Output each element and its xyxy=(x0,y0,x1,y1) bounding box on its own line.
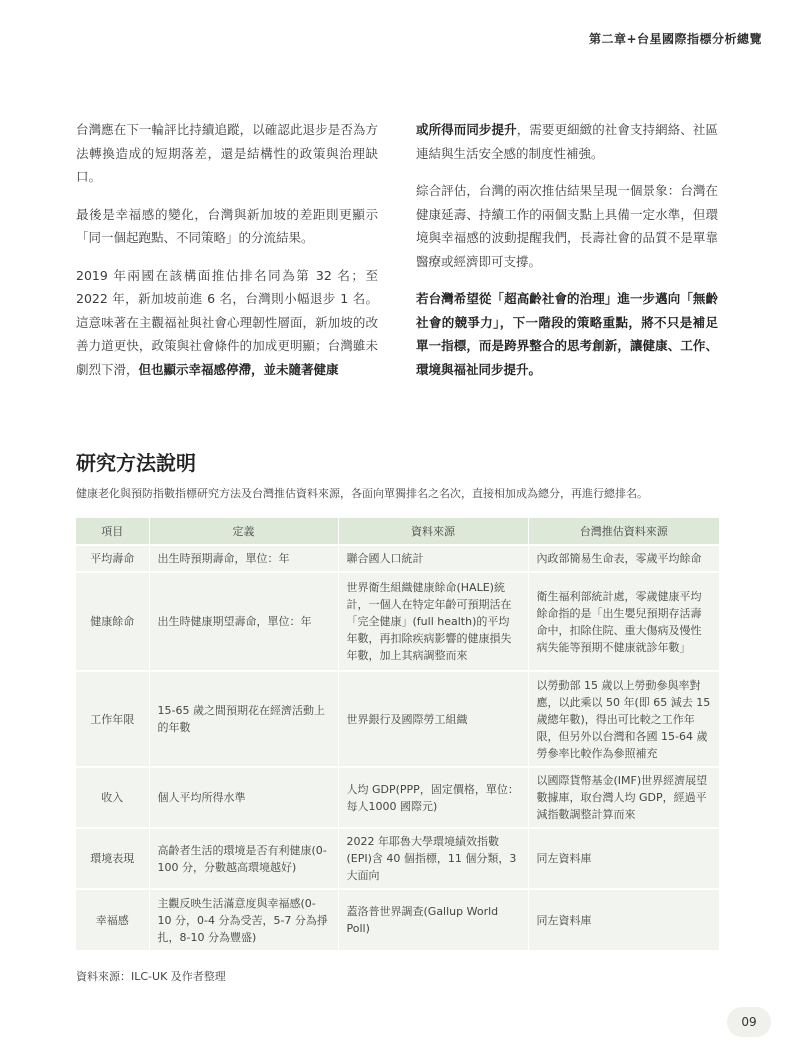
table-cell-source: 世界衛生組織健康餘命(HALE)統計，一個人在特定年齡可預期活在「完全健康」(full health)的平均年數，再扣除疾病影響的健康損失年數，加上其病調整而來 xyxy=(338,572,528,671)
table-cell-definition: 主觀反映生活滿意度與幸福感(0-10 分，0-4 分為受苦，5-7 分為掙扎，8-10 分為豐盛) xyxy=(149,889,338,950)
table-row xyxy=(76,828,719,889)
left-column xyxy=(76,118,378,395)
table-row xyxy=(76,889,719,950)
header-definition: 定義 xyxy=(149,518,338,545)
header-item: 項目 xyxy=(76,518,149,545)
right-paragraph-1 xyxy=(416,118,718,165)
table-cell-source: 2022 年耶魯大學環境績效指數(EPI)含 40 個指標，11 個分類，3 大面向 xyxy=(338,828,528,889)
right-paragraph-3-emphasis: 若台灣希望從「超高齡社會的治理」進一步邁向「無齡社會的競爭力」，下一階段的策略重點，將不只是補足單一指標，而是跨界整合的思考創新，讓健康、工作、環境與福祉同步提升。 xyxy=(416,291,718,377)
section-description: 健康老化與預防指數指標研究方法及台灣推估資料來源，各面向單獨排名之名次，直接相加成為總分，再進行總排名。 xyxy=(76,487,648,500)
page-number: 09 xyxy=(727,1007,771,1037)
table-cell-taiwan-source: 衛生福利部統計處，零歲健康平均餘命指的是「出生嬰兒預期存活壽命中，扣除住院、重大傷病及慢性病失能等預期不健康就診年數」 xyxy=(528,572,719,671)
left-paragraph-2: 最後是幸福感的變化，台灣與新加坡的差距則更顯示「同一個起跑點、不同策略」的分流結果。 xyxy=(76,206,378,245)
table-cell-source: 聯合國人口統計 xyxy=(338,545,528,572)
left-paragraph-3 xyxy=(76,264,378,382)
methodology-table xyxy=(76,518,719,950)
table-cell-item: 健康餘命 xyxy=(76,572,149,671)
table-cell-item: 幸福感 xyxy=(76,889,149,950)
table-cell-item: 平均壽命 xyxy=(76,545,149,572)
table-row xyxy=(76,572,719,671)
table-cell-taiwan-source: 內政部簡易生命表，零歲平均餘命 xyxy=(528,545,719,572)
table-row xyxy=(76,545,719,572)
table-cell-taiwan-source: 以勞動部 15 歲以上勞動參與率對應，以此乘以 50 年(即 65 減去 15 歲總年數)，得出可比較之工作年限，但另外以台灣和各國 15-64 歲勞參率比較作為參照補充 xyxy=(528,671,719,767)
table-cell-definition: 高齡者生活的環境是否有利健康(0-100 分，分數越高環境越好) xyxy=(149,828,338,889)
header-taiwan-source: 台灣推估資料來源 xyxy=(528,518,719,545)
right-paragraph-2: 綜合評估，台灣的兩次推估結果呈現一個景象：台灣在健康延壽、持續工作的兩個支點上具備一定水準，但環境與幸福感的波動提醒我們，長壽社會的品質不是單靠醫療或經濟即可支撐。 xyxy=(416,183,718,269)
table-cell-definition: 15-65 歲之間預期花在經濟活動上的年數 xyxy=(149,671,338,767)
right-paragraph-3 xyxy=(416,287,718,381)
header-data-source: 資料來源 xyxy=(338,518,528,545)
table-cell-source: 人均 GDP(PPP，固定價格，單位：每人1000 國際元) xyxy=(338,767,528,828)
table-row xyxy=(76,767,719,828)
chapter-header: 第二章+台星國際指標分析總覽 xyxy=(588,32,762,46)
table-header-row xyxy=(76,518,719,545)
right-paragraph-1-text: ，需要更細緻的社會支持網絡、社區連結與生活安全感的制度性補強。 xyxy=(416,122,718,161)
table-cell-definition: 出生時預期壽命，單位：年 xyxy=(149,545,338,572)
table-cell-definition: 個人平均所得水準 xyxy=(149,767,338,828)
right-column xyxy=(416,118,718,395)
left-paragraph-3-emphasis: 但也顯示幸福感停滯，並未隨著健康 xyxy=(138,361,339,377)
table-cell-taiwan-source: 同左資料庫 xyxy=(528,889,719,950)
left-paragraph-3-text: 2019 年兩國在該構面推估排名同為第 32 名；至 2022 年，新加坡前進 6 名，台灣則小幅退步 1 名。這意味著在主觀福祉與社會心理韌性層面，新加坡的改善力道更快，政策與社會條件的加成更明顯；台灣雖未劇烈下滑， xyxy=(76,267,378,377)
table-cell-source: 蓋洛普世界調查(Gallup World Poll) xyxy=(338,889,528,950)
table-cell-taiwan-source: 同左資料庫 xyxy=(528,828,719,889)
table-cell-source: 世界銀行及國際勞工組織 xyxy=(338,671,528,767)
table-cell-item: 工作年限 xyxy=(76,671,149,767)
source-note: 資料來源：ILC-UK 及作者整理 xyxy=(76,970,226,983)
table-row xyxy=(76,671,719,767)
table-cell-item: 環境表現 xyxy=(76,828,149,889)
right-paragraph-1-emphasis: 或所得而同步提升 xyxy=(416,122,517,137)
table-cell-taiwan-source: 以國際貨幣基金(IMF)世界經濟展望數據庫，取台灣人均 GDP，經過平減指數調整計算而來 xyxy=(528,767,719,828)
table-cell-item: 收入 xyxy=(76,767,149,828)
table-cell-definition: 出生時健康期望壽命，單位：年 xyxy=(149,572,338,671)
section-title: 研究方法說明 xyxy=(76,451,196,475)
left-paragraph-1: 台灣應在下一輪評比持續追蹤，以確認此退步是否為方法轉換造成的短期落差，還是結構性的政策與治理缺口。 xyxy=(76,122,378,184)
